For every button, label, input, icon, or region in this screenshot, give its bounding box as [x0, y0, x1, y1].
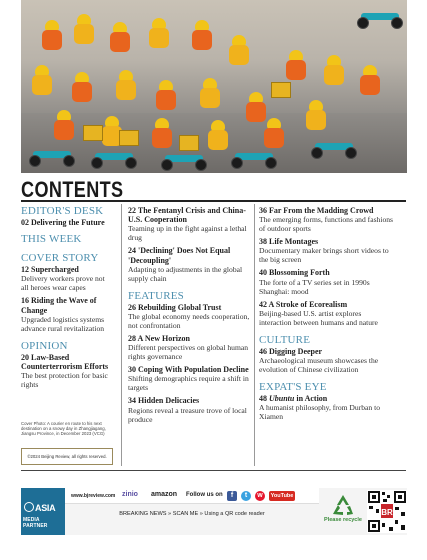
photo-rider [303, 100, 329, 134]
photo-scooter [29, 148, 75, 164]
website-link[interactable]: www.bjreview.com [71, 493, 116, 499]
entry-emphasis: Ubuntu [269, 394, 295, 404]
photo-rider [149, 118, 175, 152]
toc-entry-title[interactable]: 28 A New Horizon [128, 334, 190, 344]
photo-rider [357, 65, 383, 99]
column-divider [254, 204, 255, 466]
section-expats-eye: EXPAT'S EYE [259, 381, 327, 394]
scan-instruction: BREAKING NEWS » SCAN ME » Using a QR code reader [119, 511, 265, 517]
photo-rider [226, 35, 252, 69]
toc-entry-title[interactable]: 46 Digging Deeper [259, 346, 323, 356]
photo-rider [29, 65, 55, 99]
copyright-text: ©2024 Beijing Review, all rights reserved. [27, 454, 107, 459]
photo-rider [51, 110, 77, 144]
cover-photo-caption: Cover Photo: A courier en route to his next destination on a snowy day in Zhangjiagang, Jiangsu Province, in December 2023 (VCG) [21, 421, 106, 437]
section-opinion: OPINION [21, 339, 68, 352]
asia-logo [24, 502, 55, 513]
toc-entry-desc: Shifting demographics require a shift in targets [128, 374, 249, 393]
toc-entry-title[interactable]: 16 Riding the Wave of Change [21, 296, 97, 315]
recycle-icon [330, 493, 356, 517]
toc-entry-desc: Different perspectives on global human rights governance [128, 343, 249, 362]
toc-column-3 [259, 206, 394, 425]
photo-rider [283, 50, 309, 84]
photo-scooter [311, 140, 357, 156]
cover-photo [21, 0, 407, 173]
youtube-icon[interactable]: YouTube [270, 493, 294, 499]
toc-entry-desc: Regions reveal a treasure trove of local produce [128, 405, 247, 424]
section-cover-story: COVER STORY [21, 252, 99, 265]
toc-entry-desc: Archaeological museum showcases the evolution of Chinese civilization [259, 356, 379, 375]
photo-scooter [231, 150, 277, 166]
weibo-icon[interactable]: w [255, 491, 265, 501]
section-culture: CULTURE [259, 333, 311, 346]
page-title: CONTENTS [21, 177, 124, 202]
delivery-box [179, 135, 199, 151]
zinio-link[interactable]: zinio [122, 491, 138, 498]
footer-rule [21, 470, 406, 471]
toc-entry-desc: Delivery workers prove not all heroes wear capes [21, 274, 105, 293]
column-divider [121, 204, 122, 466]
toc-entry-desc: Adapting to adjustments in the global supply chain [128, 264, 243, 283]
toc-entry-title[interactable]: 22 The Fentanyl Crisis and China-U.S. Cooperation [128, 206, 246, 225]
footer-band [21, 488, 407, 535]
svg-text:BR: BR [381, 508, 393, 517]
section-features: FEATURES [128, 289, 184, 302]
amazon-link[interactable]: amazon [151, 491, 178, 498]
toc-entry-title[interactable]: 20 Law-Based Counterterrorism Efforts [21, 352, 109, 372]
photo-rider [189, 20, 215, 54]
toc-entry-title[interactable]: 42 A Stroke of Ecorealism [259, 299, 348, 309]
photo-rider [261, 118, 287, 152]
toc-entry-title[interactable] [259, 394, 394, 403]
twitter-icon[interactable]: t [241, 491, 251, 501]
photo-scooter [91, 150, 137, 166]
photo-rider [69, 72, 95, 106]
toc-entry-title[interactable]: 26 Rebuilding Global Trust [128, 302, 222, 312]
follow-us-label: Follow us on [186, 492, 223, 498]
photo-rider [321, 55, 347, 89]
photo-rider [39, 20, 65, 54]
toc-entry-title[interactable]: 24 'Declining' Does Not Equal 'Decoupling' [128, 246, 231, 265]
toc-entry-desc: Beijing-based U.S. artist explores interaction between humans and nature [259, 308, 378, 327]
toc-entry-desc: Teaming up in the fight against a lethal drug [128, 224, 247, 243]
toc-entry-desc: Documentary maker brings short videos to the big screen [259, 246, 389, 265]
photo-scooter [161, 152, 207, 168]
media-partner-badge[interactable] [21, 488, 65, 535]
toc-entry-title[interactable]: 02 Delivering the Future [21, 218, 105, 227]
photo-rider [113, 70, 139, 104]
section-this-week: THIS WEEK [21, 233, 82, 246]
entry-title-rest: in Action [294, 394, 328, 404]
toc-entry-title[interactable]: 34 Hidden Delicacies [128, 396, 200, 406]
toc-entry-desc: Upgraded logistics systems advance rural revitalization [21, 314, 105, 333]
copyright-notice [21, 448, 113, 465]
toc-entry-title[interactable]: 30 Coping With Population Decline [128, 365, 249, 375]
photo-rider [71, 14, 97, 48]
photo-rider [197, 78, 223, 112]
photo-rider [107, 22, 133, 56]
toc-entry-title[interactable]: 12 Supercharged [21, 265, 79, 275]
footer-links-strip [65, 488, 319, 504]
facebook-icon[interactable]: f [227, 491, 237, 501]
entry-number: 48 [259, 394, 269, 404]
photo-rider [146, 18, 172, 52]
globe-icon [24, 502, 34, 512]
toc-entry-title[interactable]: 40 Blossoming Forth [259, 268, 330, 278]
toc-entry-desc: The forte of a TV series set in 1990s Shanghai: mood [259, 277, 370, 296]
toc-entry-title[interactable]: 38 Life Montages [259, 237, 319, 247]
delivery-box [119, 130, 139, 146]
toc-entry-desc: The emerging forms, functions and fashions of outdoor sports [259, 215, 393, 234]
recycle-badge [321, 490, 365, 533]
delivery-box [271, 82, 291, 98]
partner-logo-text: ASIA [35, 503, 56, 513]
qr-code-icon[interactable] [367, 490, 407, 533]
toc-column-1 [21, 206, 113, 393]
heading-rule [21, 200, 406, 202]
recycle-label: Please recycle [324, 517, 362, 523]
toc-entry-desc: The global economy needs cooperation, not confrontation [128, 312, 250, 331]
partner-label: MEDIA PARTNER [23, 517, 48, 529]
toc-entry-desc: The best protection for basic rights [21, 371, 108, 390]
toc-entry-desc: A humanist philosophy, from Durban to Xiamen [259, 403, 380, 422]
photo-scooter [357, 10, 403, 26]
toc-entry-title[interactable]: 36 Far From the Madding Crowd [259, 206, 374, 215]
photo-rider [153, 80, 179, 114]
delivery-box [83, 125, 103, 141]
photo-rider [205, 120, 231, 154]
section-editors-desk: EDITOR'S DESK [21, 205, 104, 217]
toc-column-2 [128, 206, 252, 428]
